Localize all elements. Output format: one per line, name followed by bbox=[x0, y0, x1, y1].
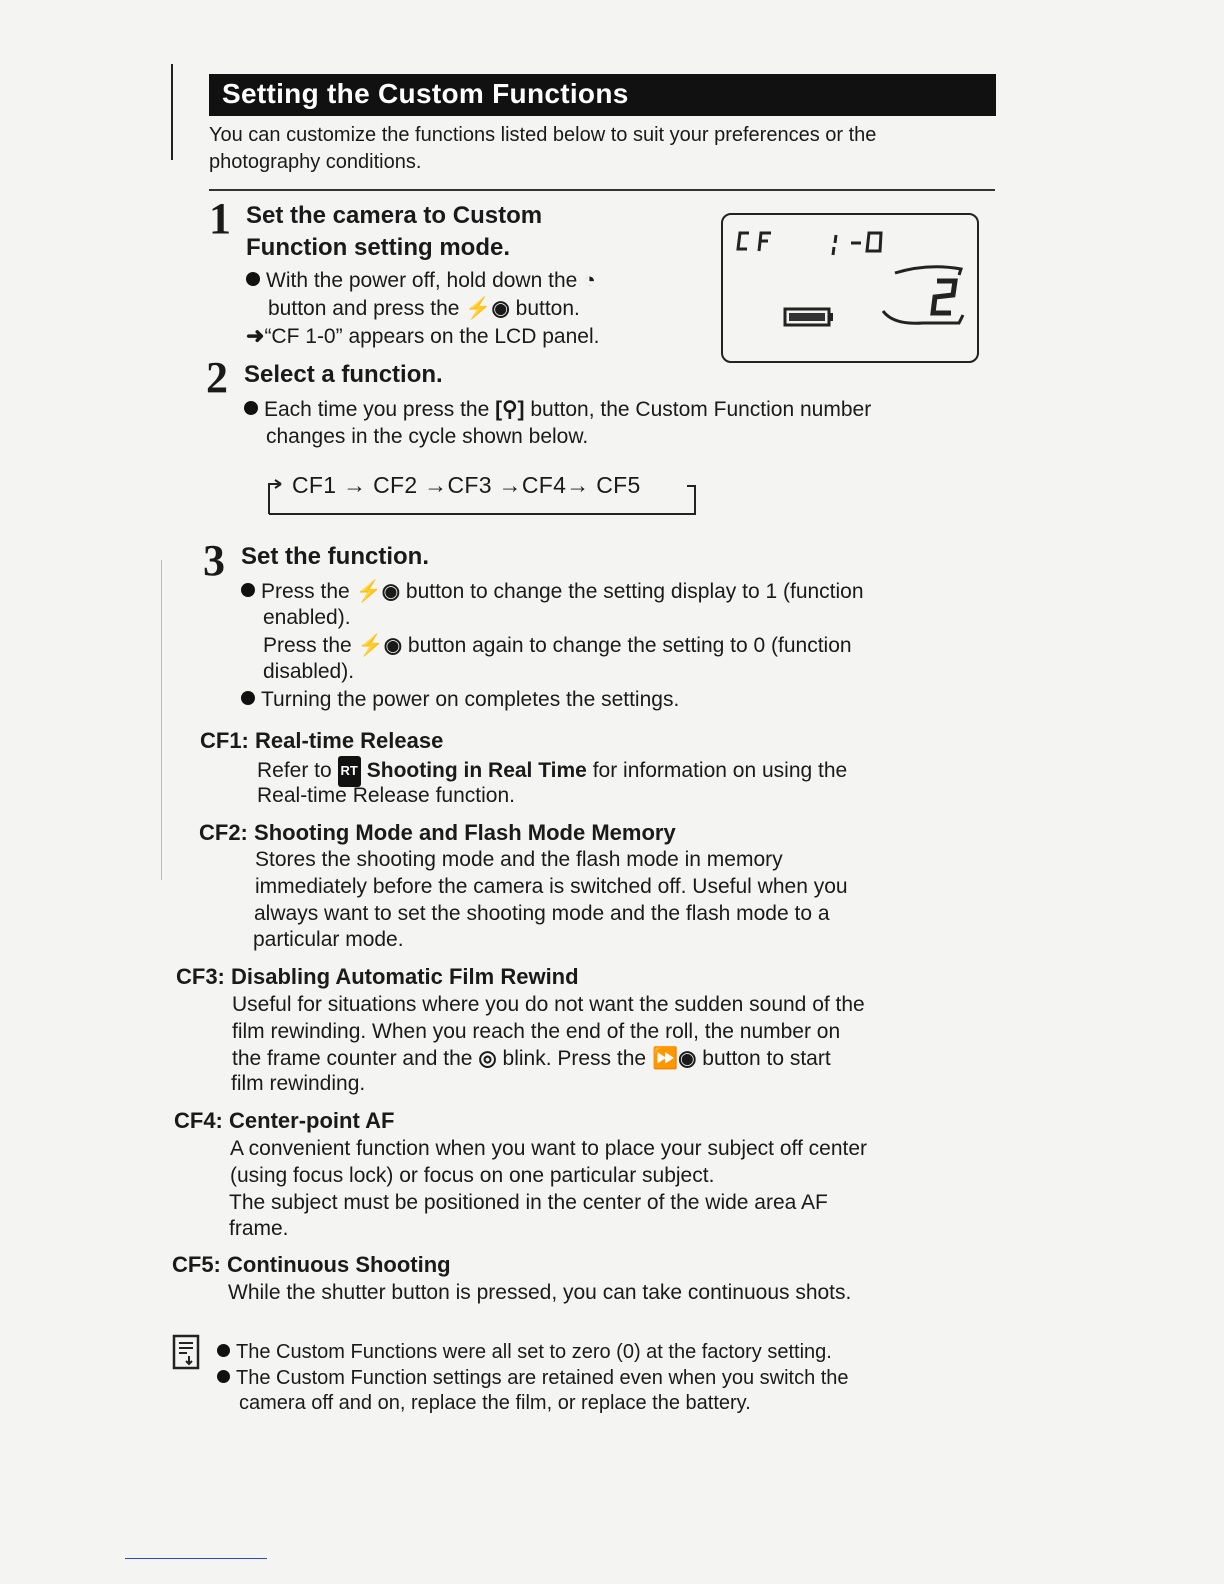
cf2-body-line4: particular mode. bbox=[253, 928, 404, 951]
cycle-item-cf1: CF1 bbox=[292, 472, 337, 498]
bullet-dot bbox=[241, 583, 255, 597]
self-timer-icon: ◔ bbox=[583, 269, 596, 292]
arrow-right-icon: → bbox=[498, 472, 522, 498]
page-margin-line bbox=[171, 64, 173, 160]
section-title-bar bbox=[209, 74, 996, 116]
intro-text: You can customize the functions listed below to suit your preferences or the photography conditions. bbox=[209, 124, 877, 173]
cycle-item-cf4: CF4 bbox=[521, 472, 567, 498]
step-3-bullet-2: Turning the power on completes the settings. bbox=[241, 686, 679, 713]
lcd-panel-illustration bbox=[721, 213, 979, 363]
note-1: The Custom Functions were all set to zero (0) at the factory setting. bbox=[217, 1340, 832, 1365]
step-1-heading-line1: Set the camera to Custom bbox=[246, 202, 543, 229]
cf4-body-line1: A convenient function when you want to place your subject off center bbox=[230, 1137, 868, 1160]
memo-note-icon bbox=[172, 1334, 200, 1370]
flash-redeye-icon: ⚡◉ bbox=[355, 580, 401, 603]
step-2-number: 2 bbox=[206, 353, 228, 402]
result-arrow-icon: ➜ bbox=[246, 323, 265, 348]
cf4-body-line4: frame. bbox=[229, 1217, 289, 1240]
cf4-heading: CF4: Center-point AF bbox=[174, 1108, 395, 1133]
footer-rule bbox=[125, 1558, 267, 1559]
film-counter-icon: ◎ bbox=[478, 1047, 497, 1070]
arrow-right-icon: → bbox=[424, 472, 448, 498]
bullet-dot bbox=[246, 272, 260, 286]
flash-redeye-icon: ⚡◉ bbox=[357, 634, 403, 657]
cf2-body-line3: always want to set the shooting mode and the flash mode to a bbox=[254, 902, 830, 925]
flash-redeye-icon: ⚡◉ bbox=[465, 297, 510, 320]
step-1-result: ➜“CF 1-0” appears on the LCD panel. bbox=[246, 323, 600, 348]
step-3-bullet-1b: Press the ⚡◉ button again to change the setting to 0 (function bbox=[263, 634, 852, 657]
step-1-bullet-cont: button and press the ⚡◉ button. bbox=[268, 297, 580, 320]
cf2-body-line1: Stores the shooting mode and the flash mode in memory bbox=[255, 848, 783, 871]
cycle-item-cf5: CF5 bbox=[596, 472, 641, 498]
note-2: The Custom Function settings are retained even when you switch the bbox=[217, 1366, 849, 1391]
bullet-dot bbox=[244, 401, 258, 415]
cf1-body-line2: Real-time Release function. bbox=[257, 784, 515, 807]
step-1-number: 1 bbox=[209, 194, 231, 243]
lcd-segment-display bbox=[723, 215, 977, 361]
lcd-cf-segments bbox=[738, 233, 881, 255]
arrow-right-icon: → bbox=[343, 472, 367, 498]
bullet-dot bbox=[217, 1344, 230, 1357]
film-rewind-icon: ⏩◉ bbox=[651, 1047, 697, 1070]
step-2-bullet-line2: changes in the cycle shown below. bbox=[266, 425, 589, 448]
step-3-bullet-1b-line2: disabled). bbox=[263, 660, 355, 683]
cf2-heading: CF2: Shooting Mode and Flash Mode Memory bbox=[199, 820, 676, 845]
step-3-heading: Set the function. bbox=[241, 543, 429, 570]
lcd-frame-counter bbox=[883, 267, 963, 324]
cross-reference-link: Shooting in Real Time bbox=[366, 759, 587, 782]
divider bbox=[209, 189, 995, 191]
cf1-heading: CF1: Real-time Release bbox=[200, 728, 444, 753]
step-2-bullet: Each time you press the [⚲] button, the Custom Function number bbox=[244, 396, 871, 423]
af-point-selector-icon: [⚲] bbox=[495, 398, 525, 421]
cf2-body-line2: immediately before the camera is switched off. Useful when you bbox=[255, 875, 848, 898]
step-3-number: 3 bbox=[203, 536, 225, 585]
cf5-heading: CF5: Continuous Shooting bbox=[172, 1252, 451, 1277]
step-3-bullet-1-line2: enabled). bbox=[263, 606, 351, 629]
cf3-body-line1: Useful for situations where you do not want the sudden sound of the bbox=[232, 993, 865, 1016]
battery-icon bbox=[785, 309, 833, 325]
cf4-body-line2: (using focus lock) or focus on one particular subject. bbox=[230, 1164, 715, 1187]
cf4-body-line3: The subject must be positioned in the center of the wide area AF bbox=[229, 1191, 828, 1214]
page-title: Setting the Custom Functions bbox=[222, 78, 629, 109]
cycle-item-cf2: CF2 bbox=[373, 472, 418, 498]
cf3-body-line2: film rewinding. When you reach the end of the roll, the number on bbox=[232, 1020, 841, 1043]
real-time-icon: RT bbox=[338, 756, 361, 787]
note-2-line2: camera off and on, replace the film, or replace the battery. bbox=[239, 1392, 751, 1414]
cycle-item-cf3: CF3 bbox=[447, 472, 492, 498]
step-1-bullet: With the power off, hold down the ◔ bbox=[246, 267, 596, 294]
cf5-body-line1: While the shutter button is pressed, you can take continuous shots. bbox=[228, 1281, 852, 1304]
step-2-heading: Select a function. bbox=[244, 361, 443, 388]
bullet-dot bbox=[241, 691, 255, 705]
bullet-dot bbox=[217, 1370, 230, 1383]
cf3-heading: CF3: Disabling Automatic Film Rewind bbox=[176, 964, 579, 989]
cf1-body: Refer to RT Shooting in Real Time for information on using the bbox=[257, 756, 847, 787]
arrow-right-icon: → bbox=[566, 472, 590, 498]
cf3-body-line4: film rewinding. bbox=[231, 1072, 366, 1095]
cycle-diagram bbox=[292, 470, 641, 500]
page-margin-line-lower bbox=[161, 560, 162, 880]
step-3-bullet-1: Press the ⚡◉ button to change the setting display to 1 (function bbox=[241, 578, 864, 605]
step-1-heading-line2: Function setting mode. bbox=[246, 234, 510, 261]
cf3-body-line3: the frame counter and the ◎ blink. Press the ⏩◉ button to start bbox=[232, 1047, 831, 1070]
